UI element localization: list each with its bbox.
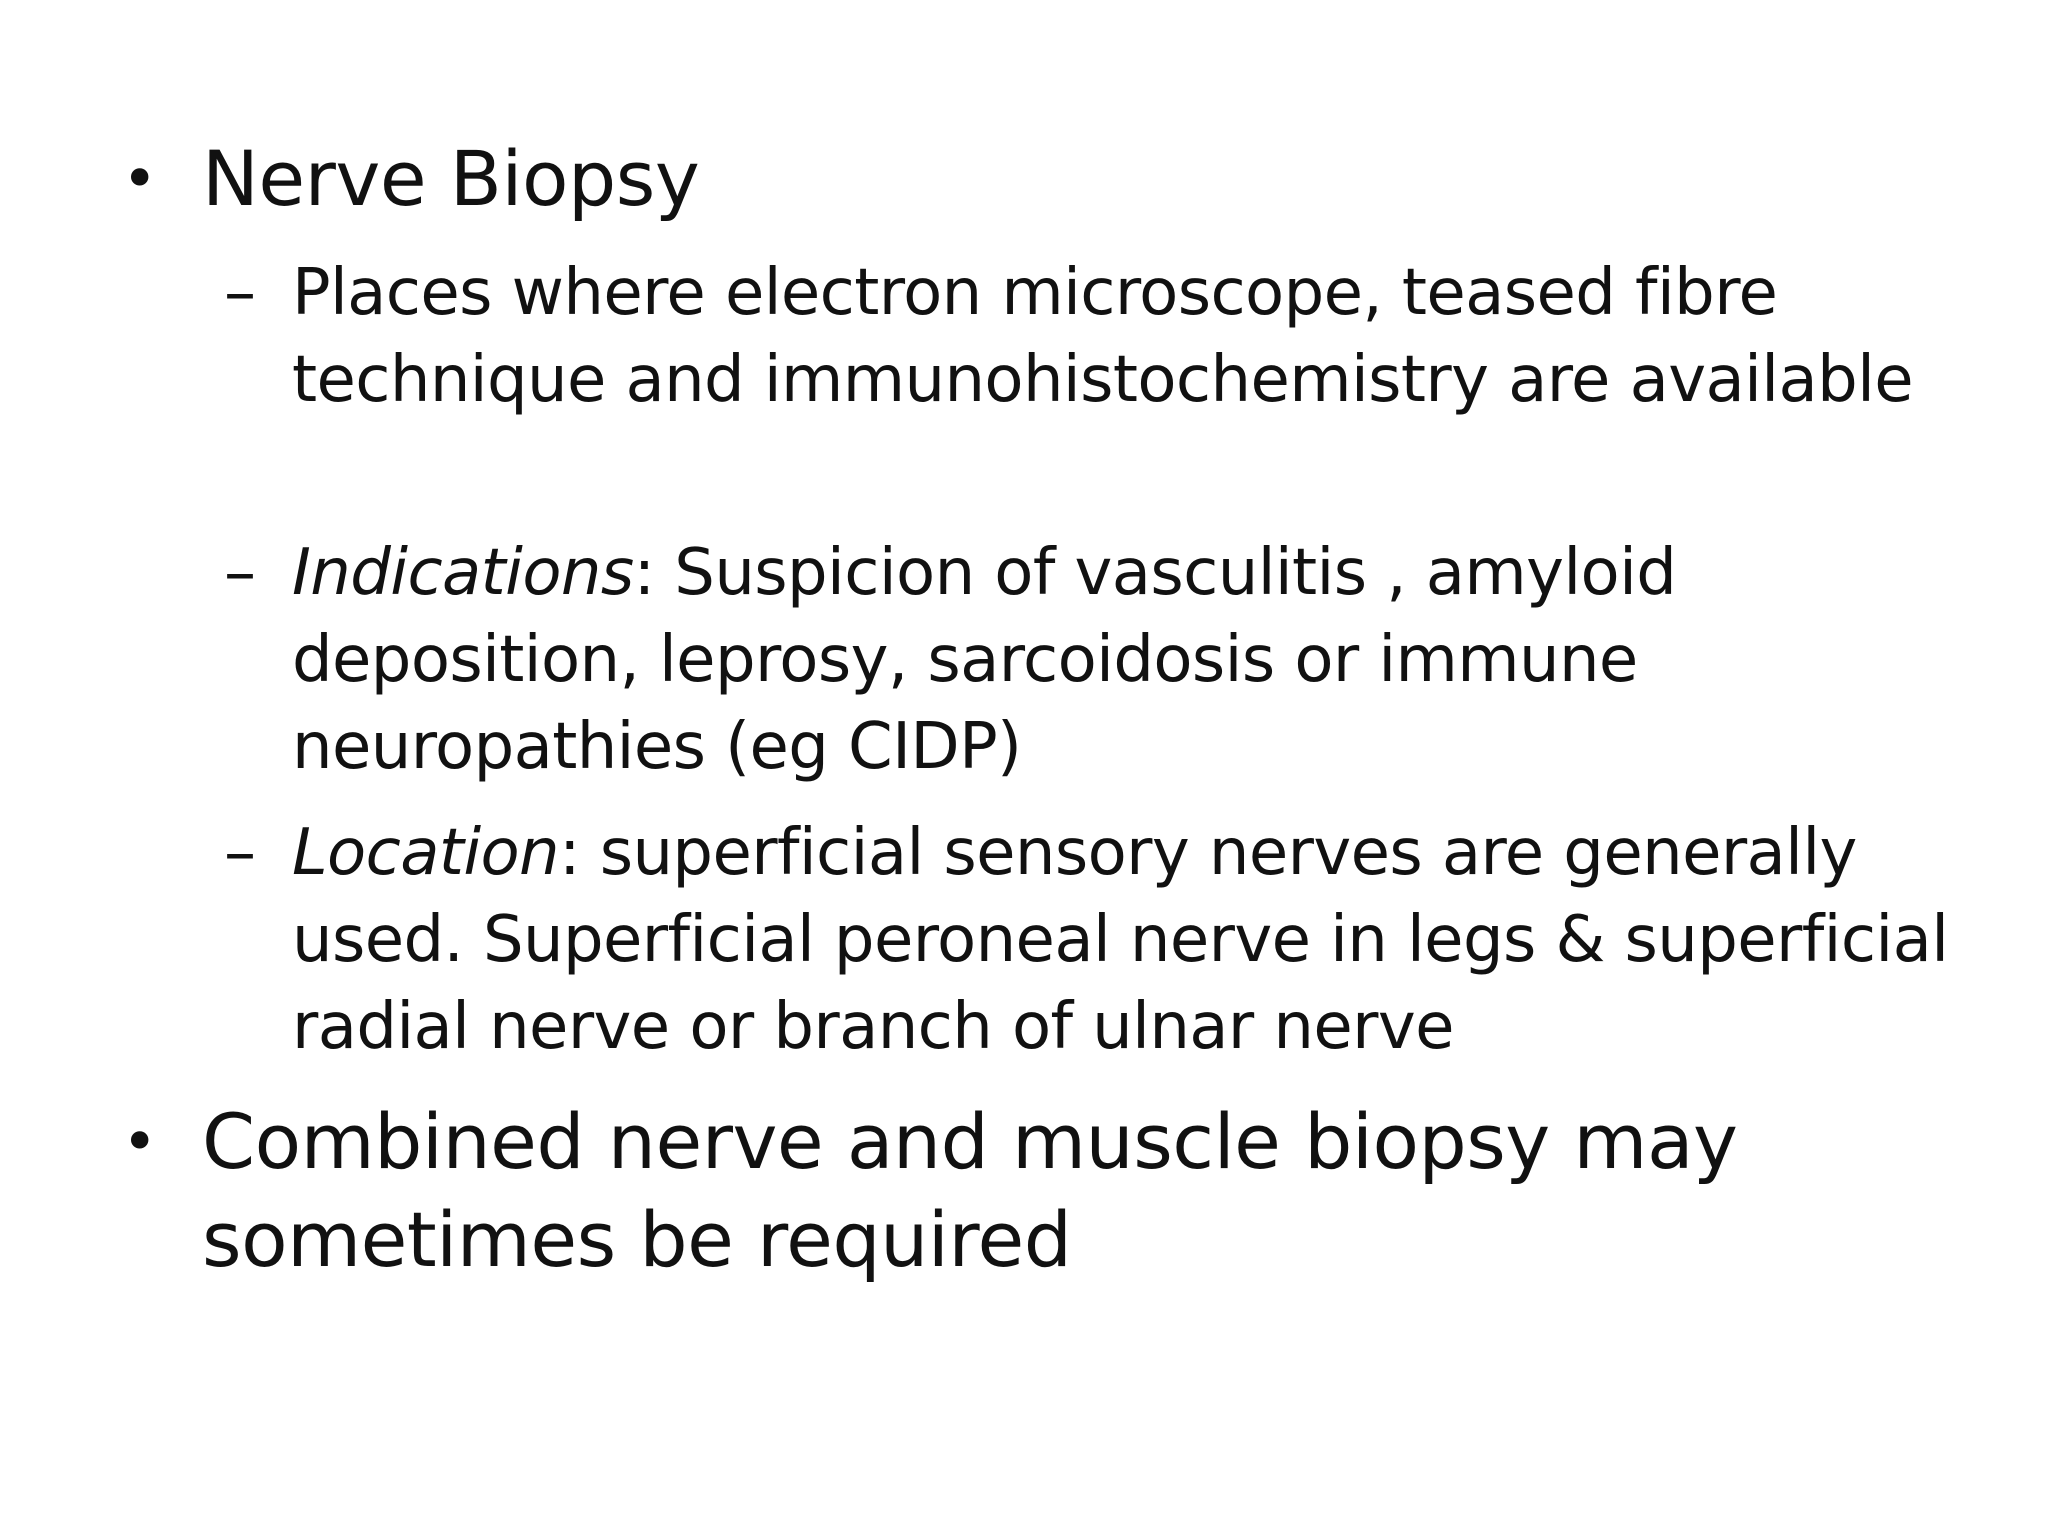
sub-bullet-location (224, 810, 1952, 1071)
dash-marker: – (224, 256, 256, 330)
bullet-text: Nerve Biopsy (202, 134, 700, 223)
dash-marker: – (224, 816, 256, 890)
bullet-marker: • (122, 144, 157, 214)
bullet-item-combined-biopsy (122, 1093, 1922, 1289)
sub-bullet-indications (224, 530, 1952, 791)
bullet-item-nerve-biopsy (122, 130, 1922, 228)
sub-bullet-text: : superficial sensory nerves are generally used. Superficial peroneal nerve in legs & superficial radial nerve or branch of ulnar nerve (292, 816, 1949, 1064)
sub-bullet-text: Places where electron microscope, teased fibre technique and immunohistochemistry are available (292, 256, 1914, 417)
sub-bullet-term: Indications (292, 536, 634, 610)
sub-bullet-places (224, 250, 1952, 424)
bullet-marker: • (122, 1107, 157, 1177)
dash-marker: – (224, 536, 256, 610)
sub-bullet-term: Location (292, 816, 560, 890)
sub-bullet-text: : Suspicion of vasculitis , amyloid deposition, leprosy, sarcoidosis or immune neuropathies (eg CIDP) (292, 536, 1677, 784)
bullet-text: Combined nerve and muscle biopsy may sometimes be required (202, 1097, 1738, 1284)
